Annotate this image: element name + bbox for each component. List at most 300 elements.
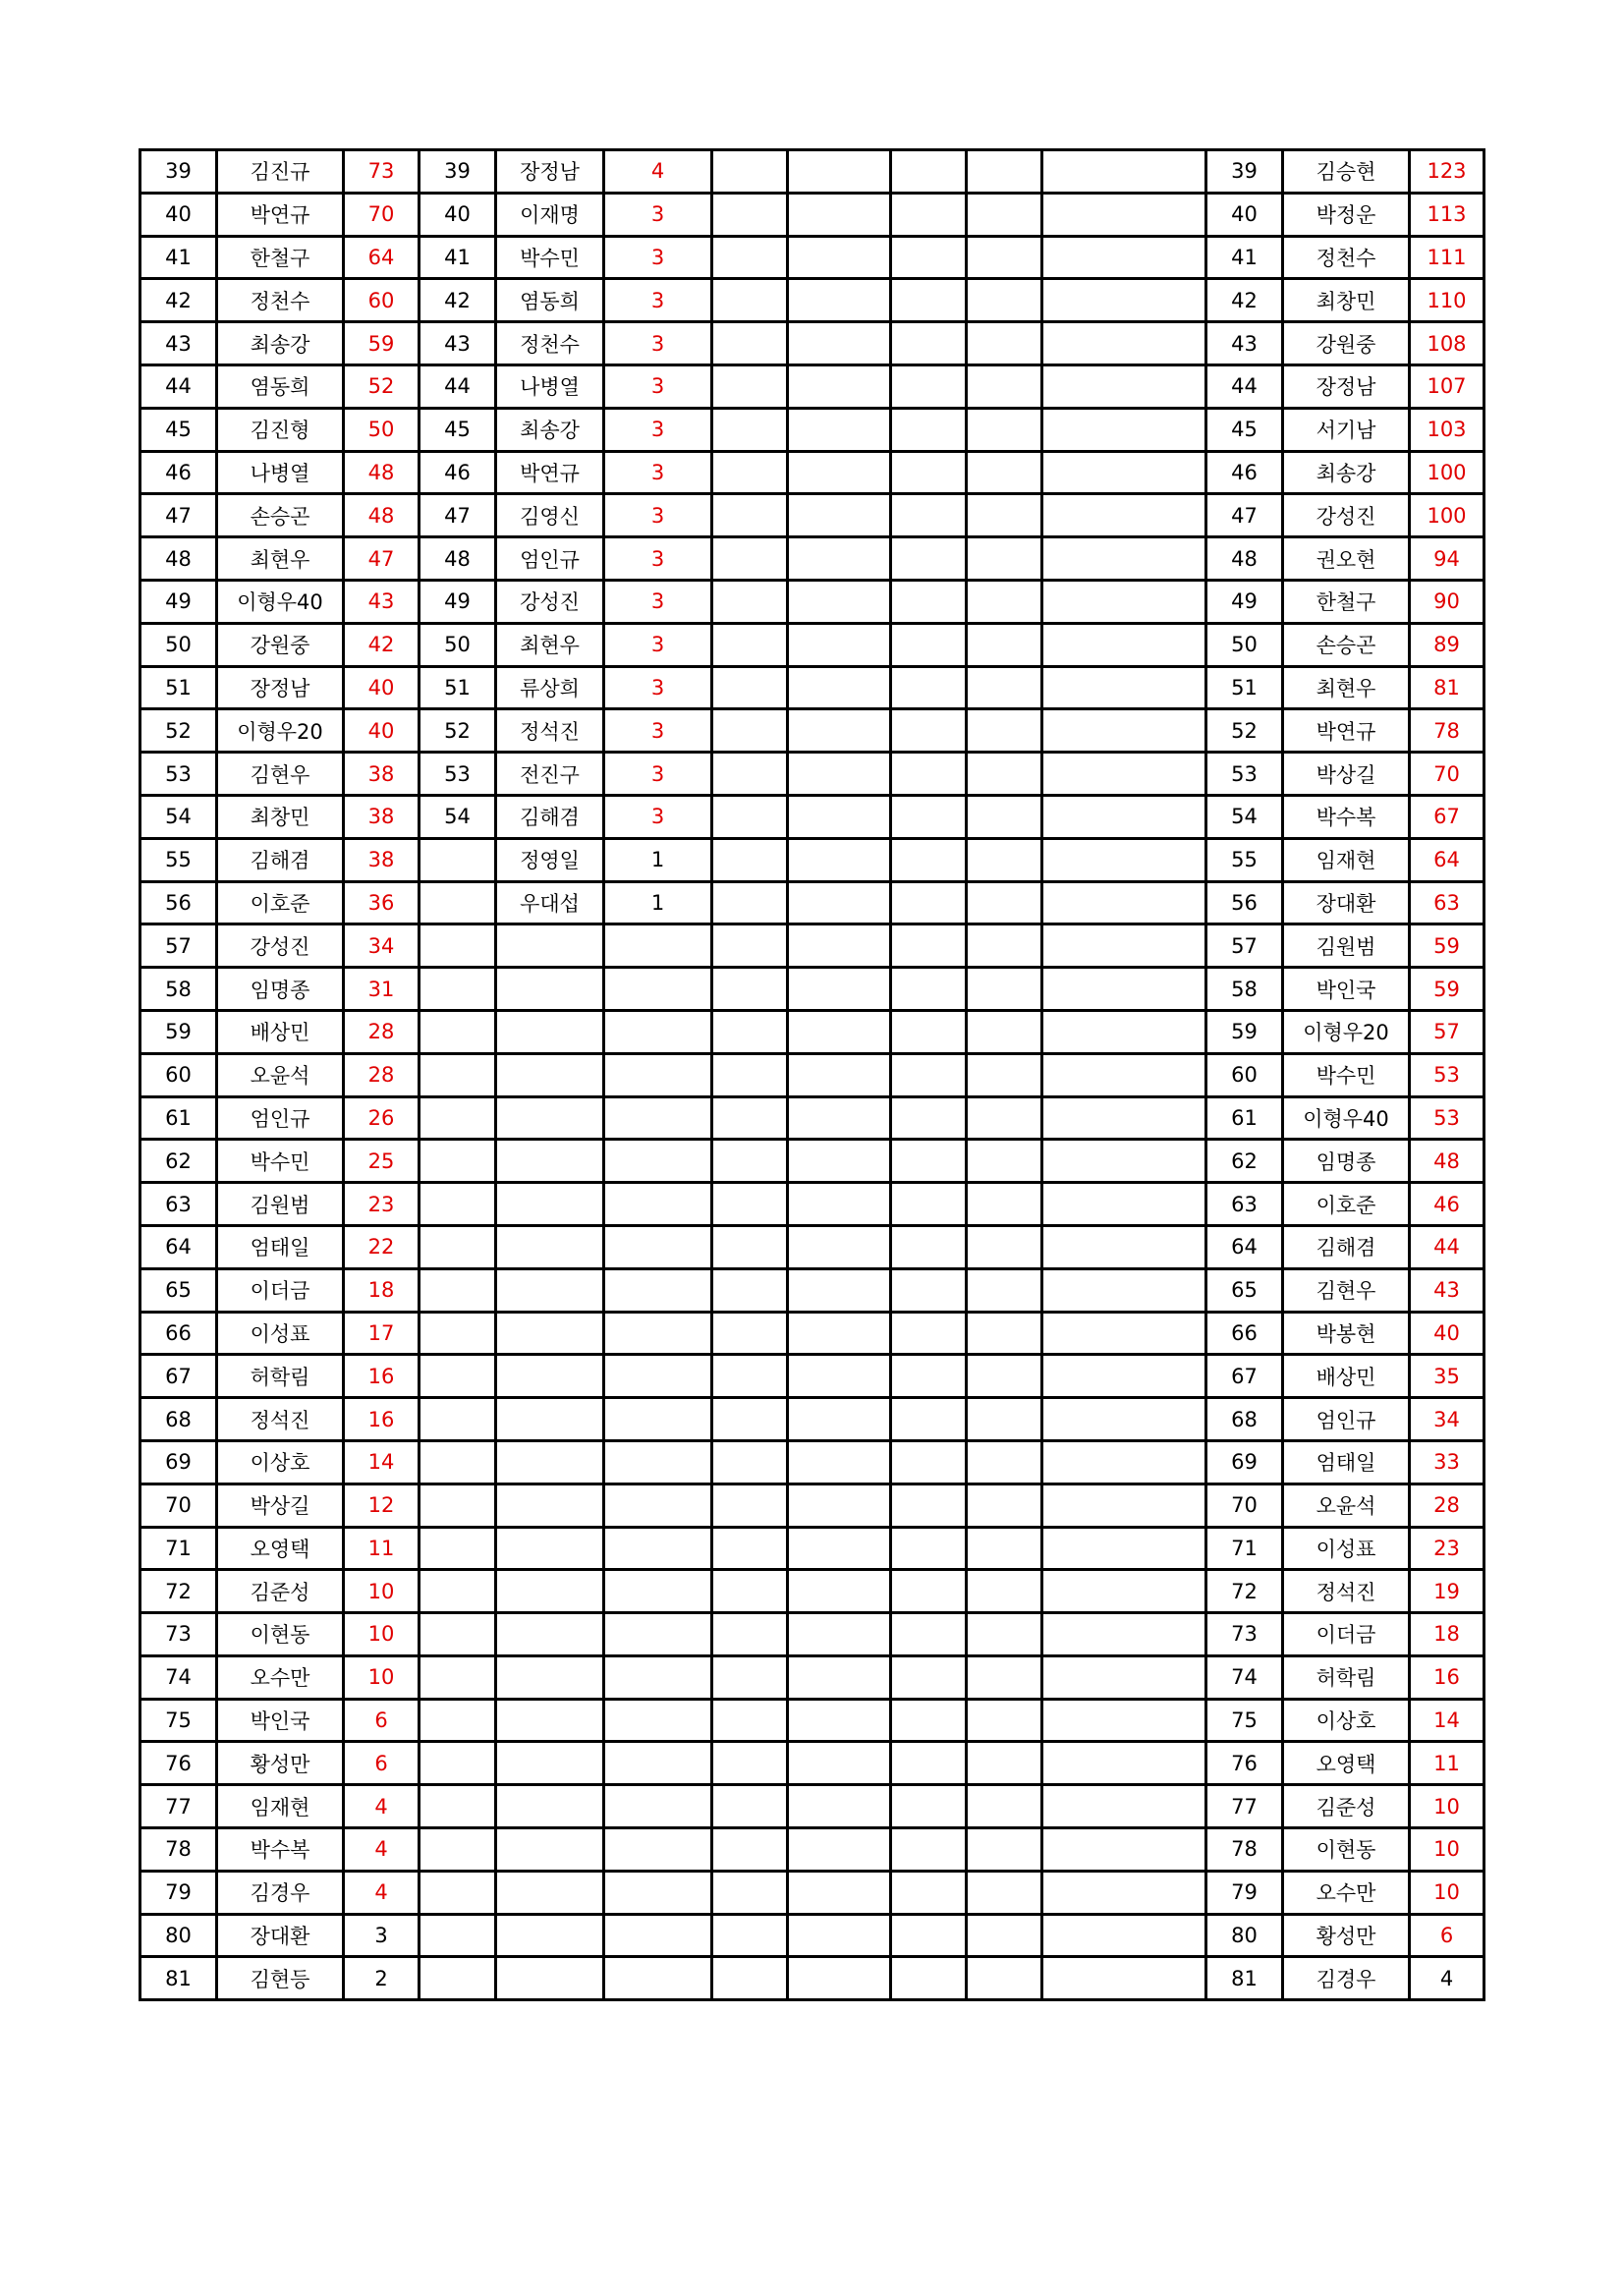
left-name-cell: 최송강 xyxy=(217,322,344,365)
left-score-cell: 25 xyxy=(344,1140,420,1183)
right-score-cell: 34 xyxy=(1410,1398,1484,1441)
empty-cell xyxy=(788,1613,891,1656)
right-rank-cell: 73 xyxy=(1206,1613,1283,1656)
middle-score-cell: 1 xyxy=(604,838,712,881)
empty-cell xyxy=(712,1785,788,1828)
empty-cell xyxy=(788,408,891,451)
empty-cell xyxy=(1042,1570,1206,1613)
middle-name-cell xyxy=(496,1355,604,1398)
middle-name-cell xyxy=(496,1655,604,1699)
left-score-cell: 4 xyxy=(344,1828,420,1872)
left-name-cell: 엄태일 xyxy=(217,1225,344,1268)
empty-cell xyxy=(1042,364,1206,408)
middle-score-cell: 3 xyxy=(604,623,712,666)
empty-cell xyxy=(1042,1742,1206,1785)
right-rank-cell: 75 xyxy=(1206,1699,1283,1742)
empty-cell xyxy=(788,795,891,838)
right-rank-cell: 41 xyxy=(1206,236,1283,279)
middle-rank-cell: 42 xyxy=(420,279,496,322)
middle-name-cell: 정천수 xyxy=(496,322,604,365)
empty-cell xyxy=(1042,193,1206,236)
empty-cell xyxy=(788,451,891,494)
empty-cell xyxy=(891,623,967,666)
right-rank-cell: 79 xyxy=(1206,1871,1283,1914)
empty-cell xyxy=(788,1440,891,1484)
empty-cell xyxy=(891,408,967,451)
right-name-cell: 오수만 xyxy=(1283,1871,1410,1914)
left-name-cell: 김현우 xyxy=(217,753,344,796)
left-name-cell: 오영택 xyxy=(217,1527,344,1570)
right-score-cell: 53 xyxy=(1410,1096,1484,1140)
empty-cell xyxy=(967,537,1042,581)
empty-cell xyxy=(891,1785,967,1828)
empty-cell xyxy=(1042,537,1206,581)
table-row xyxy=(140,1440,1484,1484)
right-name-cell: 박봉현 xyxy=(1283,1312,1410,1355)
empty-cell xyxy=(712,322,788,365)
right-score-cell: 10 xyxy=(1410,1828,1484,1872)
empty-cell xyxy=(788,193,891,236)
right-name-cell: 임재현 xyxy=(1283,838,1410,881)
middle-rank-cell xyxy=(420,968,496,1011)
left-name-cell: 박상길 xyxy=(217,1484,344,1527)
right-name-cell: 박수복 xyxy=(1283,795,1410,838)
left-rank-cell: 53 xyxy=(140,753,217,796)
empty-cell xyxy=(967,709,1042,753)
empty-cell xyxy=(967,1312,1042,1355)
left-rank-cell: 70 xyxy=(140,1484,217,1527)
empty-cell xyxy=(1042,968,1206,1011)
right-rank-cell: 70 xyxy=(1206,1484,1283,1527)
left-score-cell: 50 xyxy=(344,408,420,451)
empty-cell xyxy=(891,1871,967,1914)
right-name-cell: 정천수 xyxy=(1283,236,1410,279)
empty-cell xyxy=(1042,451,1206,494)
empty-cell xyxy=(891,322,967,365)
left-score-cell: 42 xyxy=(344,623,420,666)
middle-rank-cell: 48 xyxy=(420,537,496,581)
left-name-cell: 정석진 xyxy=(217,1398,344,1441)
left-name-cell: 김진형 xyxy=(217,408,344,451)
right-score-cell: 100 xyxy=(1410,451,1484,494)
empty-cell xyxy=(712,753,788,796)
table-row xyxy=(140,1010,1484,1053)
empty-cell xyxy=(788,364,891,408)
left-rank-cell: 46 xyxy=(140,451,217,494)
middle-rank-cell xyxy=(420,1699,496,1742)
middle-name-cell xyxy=(496,1957,604,2000)
empty-cell xyxy=(788,580,891,623)
right-score-cell: 35 xyxy=(1410,1355,1484,1398)
middle-name-cell: 김해겸 xyxy=(496,795,604,838)
empty-cell xyxy=(1042,322,1206,365)
middle-score-cell: 3 xyxy=(604,193,712,236)
empty-cell xyxy=(967,451,1042,494)
middle-score-cell xyxy=(604,1828,712,1872)
middle-score-cell: 3 xyxy=(604,451,712,494)
right-rank-cell: 78 xyxy=(1206,1828,1283,1872)
empty-cell xyxy=(967,1096,1042,1140)
left-rank-cell: 47 xyxy=(140,494,217,537)
middle-score-cell: 3 xyxy=(604,795,712,838)
empty-cell xyxy=(1042,1828,1206,1872)
empty-cell xyxy=(967,1785,1042,1828)
empty-cell xyxy=(1042,1225,1206,1268)
empty-cell xyxy=(967,666,1042,709)
table-row xyxy=(140,666,1484,709)
middle-rank-cell xyxy=(420,1225,496,1268)
right-name-cell: 임명종 xyxy=(1283,1140,1410,1183)
empty-cell xyxy=(788,1527,891,1570)
right-rank-cell: 56 xyxy=(1206,881,1283,924)
right-score-cell: 43 xyxy=(1410,1268,1484,1312)
right-name-cell: 박수민 xyxy=(1283,1053,1410,1096)
empty-cell xyxy=(788,709,891,753)
empty-cell xyxy=(712,1010,788,1053)
left-score-cell: 22 xyxy=(344,1225,420,1268)
right-rank-cell: 47 xyxy=(1206,494,1283,537)
empty-cell xyxy=(891,451,967,494)
middle-score-cell: 3 xyxy=(604,666,712,709)
middle-score-cell xyxy=(604,1096,712,1140)
middle-rank-cell xyxy=(420,838,496,881)
middle-score-cell: 4 xyxy=(604,150,712,194)
empty-cell xyxy=(1042,1096,1206,1140)
empty-cell xyxy=(1042,881,1206,924)
right-score-cell: 4 xyxy=(1410,1957,1484,2000)
middle-score-cell: 3 xyxy=(604,537,712,581)
middle-score-cell: 3 xyxy=(604,236,712,279)
middle-score-cell xyxy=(604,1613,712,1656)
left-rank-cell: 65 xyxy=(140,1268,217,1312)
empty-cell xyxy=(891,1957,967,2000)
empty-cell xyxy=(1042,753,1206,796)
right-name-cell: 이성표 xyxy=(1283,1527,1410,1570)
right-score-cell: 28 xyxy=(1410,1484,1484,1527)
middle-score-cell xyxy=(604,1053,712,1096)
left-name-cell: 김원범 xyxy=(217,1183,344,1226)
empty-cell xyxy=(891,193,967,236)
middle-score-cell xyxy=(604,1355,712,1398)
table-row xyxy=(140,1183,1484,1226)
middle-rank-cell xyxy=(420,881,496,924)
middle-name-cell xyxy=(496,1183,604,1226)
middle-rank-cell: 54 xyxy=(420,795,496,838)
empty-cell xyxy=(788,1268,891,1312)
empty-cell xyxy=(967,1398,1042,1441)
middle-name-cell xyxy=(496,1312,604,1355)
empty-cell xyxy=(712,537,788,581)
left-score-cell: 48 xyxy=(344,451,420,494)
empty-cell xyxy=(788,1053,891,1096)
empty-cell xyxy=(967,279,1042,322)
empty-cell xyxy=(788,279,891,322)
right-rank-cell: 44 xyxy=(1206,364,1283,408)
middle-name-cell: 김영신 xyxy=(496,494,604,537)
middle-rank-cell xyxy=(420,1828,496,1872)
right-rank-cell: 51 xyxy=(1206,666,1283,709)
right-name-cell: 권오현 xyxy=(1283,537,1410,581)
left-name-cell: 임명종 xyxy=(217,968,344,1011)
right-rank-cell: 76 xyxy=(1206,1742,1283,1785)
left-name-cell: 오수만 xyxy=(217,1655,344,1699)
middle-name-cell xyxy=(496,1742,604,1785)
left-score-cell: 16 xyxy=(344,1355,420,1398)
right-name-cell: 박정운 xyxy=(1283,193,1410,236)
left-name-cell: 박수복 xyxy=(217,1828,344,1872)
empty-cell xyxy=(712,1355,788,1398)
middle-rank-cell: 47 xyxy=(420,494,496,537)
left-rank-cell: 74 xyxy=(140,1655,217,1699)
left-score-cell: 10 xyxy=(344,1613,420,1656)
table-row xyxy=(140,709,1484,753)
empty-cell xyxy=(788,1655,891,1699)
middle-name-cell xyxy=(496,1828,604,1872)
middle-score-cell: 3 xyxy=(604,753,712,796)
right-score-cell: 100 xyxy=(1410,494,1484,537)
table-row xyxy=(140,753,1484,796)
empty-cell xyxy=(1042,623,1206,666)
right-rank-cell: 62 xyxy=(1206,1140,1283,1183)
middle-name-cell xyxy=(496,1053,604,1096)
empty-cell xyxy=(712,408,788,451)
left-rank-cell: 79 xyxy=(140,1871,217,1914)
right-name-cell: 이현동 xyxy=(1283,1828,1410,1872)
empty-cell xyxy=(1042,1268,1206,1312)
empty-cell xyxy=(1042,1140,1206,1183)
left-rank-cell: 49 xyxy=(140,580,217,623)
empty-cell xyxy=(967,1828,1042,1872)
right-score-cell: 59 xyxy=(1410,924,1484,968)
left-name-cell: 박수민 xyxy=(217,1140,344,1183)
left-rank-cell: 66 xyxy=(140,1312,217,1355)
left-name-cell: 김현등 xyxy=(217,1957,344,2000)
left-name-cell: 황성만 xyxy=(217,1742,344,1785)
left-score-cell: 48 xyxy=(344,494,420,537)
empty-cell xyxy=(1042,1440,1206,1484)
right-rank-cell: 59 xyxy=(1206,1010,1283,1053)
middle-score-cell xyxy=(604,1484,712,1527)
empty-cell xyxy=(967,322,1042,365)
right-score-cell: 90 xyxy=(1410,580,1484,623)
left-rank-cell: 81 xyxy=(140,1957,217,2000)
left-score-cell: 18 xyxy=(344,1268,420,1312)
empty-cell xyxy=(788,1871,891,1914)
middle-score-cell xyxy=(604,1742,712,1785)
empty-cell xyxy=(891,1742,967,1785)
empty-cell xyxy=(712,1225,788,1268)
middle-name-cell: 장정남 xyxy=(496,150,604,194)
table-row xyxy=(140,1398,1484,1441)
left-name-cell: 한철구 xyxy=(217,236,344,279)
table-row xyxy=(140,1355,1484,1398)
right-name-cell: 이호준 xyxy=(1283,1183,1410,1226)
right-score-cell: 19 xyxy=(1410,1570,1484,1613)
empty-cell xyxy=(891,364,967,408)
table-row xyxy=(140,537,1484,581)
empty-cell xyxy=(788,924,891,968)
table-row xyxy=(140,1742,1484,1785)
left-score-cell: 4 xyxy=(344,1871,420,1914)
empty-cell xyxy=(712,1914,788,1957)
table-row xyxy=(140,1914,1484,1957)
right-score-cell: 78 xyxy=(1410,709,1484,753)
empty-cell xyxy=(712,924,788,968)
empty-cell xyxy=(712,1398,788,1441)
left-score-cell: 10 xyxy=(344,1570,420,1613)
middle-score-cell xyxy=(604,924,712,968)
empty-cell xyxy=(967,1914,1042,1957)
middle-score-cell xyxy=(604,1957,712,2000)
empty-cell xyxy=(967,1655,1042,1699)
empty-cell xyxy=(1042,838,1206,881)
middle-name-cell xyxy=(496,968,604,1011)
empty-cell xyxy=(891,1096,967,1140)
left-score-cell: 40 xyxy=(344,666,420,709)
empty-cell xyxy=(712,1053,788,1096)
middle-score-cell xyxy=(604,1268,712,1312)
right-rank-cell: 54 xyxy=(1206,795,1283,838)
empty-cell xyxy=(1042,580,1206,623)
middle-name-cell xyxy=(496,1699,604,1742)
empty-cell xyxy=(788,1914,891,1957)
left-rank-cell: 52 xyxy=(140,709,217,753)
empty-cell xyxy=(712,1440,788,1484)
right-rank-cell: 58 xyxy=(1206,968,1283,1011)
left-rank-cell: 54 xyxy=(140,795,217,838)
middle-name-cell xyxy=(496,1398,604,1441)
left-rank-cell: 67 xyxy=(140,1355,217,1398)
empty-cell xyxy=(1042,1484,1206,1527)
middle-name-cell: 나병열 xyxy=(496,364,604,408)
middle-score-cell: 3 xyxy=(604,494,712,537)
empty-cell xyxy=(1042,1871,1206,1914)
empty-cell xyxy=(967,1742,1042,1785)
empty-cell xyxy=(1042,1699,1206,1742)
middle-name-cell xyxy=(496,1140,604,1183)
score-table xyxy=(139,148,1485,2001)
right-name-cell: 김원범 xyxy=(1283,924,1410,968)
empty-cell xyxy=(891,753,967,796)
left-name-cell: 강원중 xyxy=(217,623,344,666)
empty-cell xyxy=(1042,1957,1206,2000)
right-name-cell: 김현우 xyxy=(1283,1268,1410,1312)
right-score-cell: 57 xyxy=(1410,1010,1484,1053)
table-row xyxy=(140,1785,1484,1828)
table-row xyxy=(140,193,1484,236)
right-name-cell: 이더금 xyxy=(1283,1613,1410,1656)
left-rank-cell: 39 xyxy=(140,150,217,194)
middle-name-cell xyxy=(496,1440,604,1484)
right-rank-cell: 72 xyxy=(1206,1570,1283,1613)
empty-cell xyxy=(891,1655,967,1699)
empty-cell xyxy=(788,1699,891,1742)
empty-cell xyxy=(967,1140,1042,1183)
right-score-cell: 89 xyxy=(1410,623,1484,666)
right-name-cell: 오윤석 xyxy=(1283,1484,1410,1527)
empty-cell xyxy=(891,838,967,881)
right-rank-cell: 48 xyxy=(1206,537,1283,581)
middle-name-cell: 최현우 xyxy=(496,623,604,666)
right-rank-cell: 68 xyxy=(1206,1398,1283,1441)
right-name-cell: 박연규 xyxy=(1283,709,1410,753)
left-name-cell: 김준성 xyxy=(217,1570,344,1613)
table-row xyxy=(140,1699,1484,1742)
empty-cell xyxy=(891,1225,967,1268)
empty-cell xyxy=(891,1570,967,1613)
empty-cell xyxy=(712,364,788,408)
left-rank-cell: 62 xyxy=(140,1140,217,1183)
table-row xyxy=(140,322,1484,365)
empty-cell xyxy=(788,1828,891,1872)
table-row xyxy=(140,881,1484,924)
middle-rank-cell: 41 xyxy=(420,236,496,279)
empty-cell xyxy=(712,236,788,279)
middle-score-cell: 3 xyxy=(604,408,712,451)
empty-cell xyxy=(891,1140,967,1183)
empty-cell xyxy=(1042,1183,1206,1226)
empty-cell xyxy=(1042,666,1206,709)
empty-cell xyxy=(712,1957,788,2000)
left-rank-cell: 76 xyxy=(140,1742,217,1785)
middle-rank-cell xyxy=(420,1527,496,1570)
left-name-cell: 엄인규 xyxy=(217,1096,344,1140)
right-name-cell: 손승곤 xyxy=(1283,623,1410,666)
empty-cell xyxy=(788,150,891,194)
empty-cell xyxy=(891,1440,967,1484)
empty-cell xyxy=(712,580,788,623)
left-score-cell: 73 xyxy=(344,150,420,194)
empty-cell xyxy=(967,364,1042,408)
left-score-cell: 38 xyxy=(344,753,420,796)
middle-rank-cell: 43 xyxy=(420,322,496,365)
table-row xyxy=(140,451,1484,494)
empty-cell xyxy=(891,1268,967,1312)
table-row xyxy=(140,838,1484,881)
empty-cell xyxy=(967,1010,1042,1053)
right-score-cell: 63 xyxy=(1410,881,1484,924)
left-score-cell: 64 xyxy=(344,236,420,279)
middle-score-cell xyxy=(604,1140,712,1183)
middle-rank-cell: 49 xyxy=(420,580,496,623)
left-rank-cell: 50 xyxy=(140,623,217,666)
middle-name-cell: 엄인규 xyxy=(496,537,604,581)
right-name-cell: 배상민 xyxy=(1283,1355,1410,1398)
right-rank-cell: 57 xyxy=(1206,924,1283,968)
right-rank-cell: 69 xyxy=(1206,1440,1283,1484)
middle-rank-cell xyxy=(420,1871,496,1914)
empty-cell xyxy=(788,322,891,365)
left-rank-cell: 43 xyxy=(140,322,217,365)
empty-cell xyxy=(788,1398,891,1441)
right-score-cell: 67 xyxy=(1410,795,1484,838)
table-row xyxy=(140,1096,1484,1140)
middle-rank-cell: 53 xyxy=(420,753,496,796)
empty-cell xyxy=(712,1742,788,1785)
right-rank-cell: 74 xyxy=(1206,1655,1283,1699)
left-score-cell: 40 xyxy=(344,709,420,753)
empty-cell xyxy=(891,881,967,924)
right-score-cell: 111 xyxy=(1410,236,1484,279)
middle-rank-cell xyxy=(420,924,496,968)
right-rank-cell: 39 xyxy=(1206,150,1283,194)
table-row xyxy=(140,1312,1484,1355)
right-rank-cell: 46 xyxy=(1206,451,1283,494)
empty-cell xyxy=(788,1312,891,1355)
right-score-cell: 10 xyxy=(1410,1785,1484,1828)
left-name-cell: 박인국 xyxy=(217,1699,344,1742)
left-rank-cell: 75 xyxy=(140,1699,217,1742)
